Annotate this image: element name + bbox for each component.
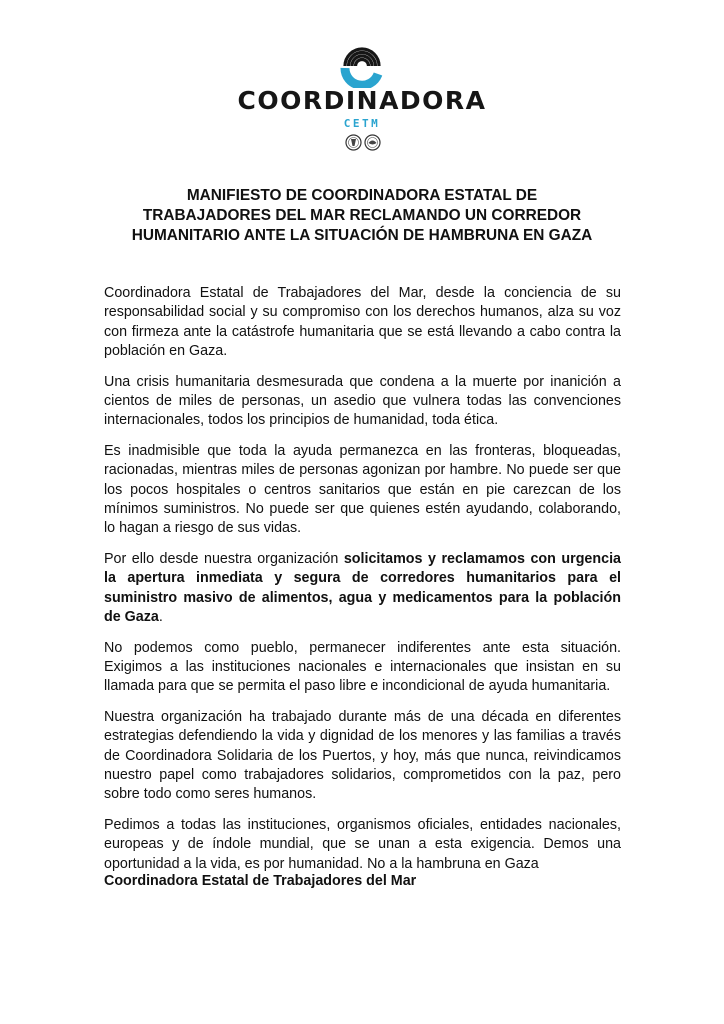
paragraph-6: Nuestra organización ha trabajado durante más de una década en diferentes estrategias defendiendo la vida y dignidad de los menores y las familias a través de Coordinadora Solidaria de los Puertos, y hoy, más que nunca, reivindicamos nuestro papel como trabajadores solidarios, comprometidos con la paz, pero sobre todo como seres humanos. (104, 708, 621, 803)
title-line-3: HUMANITARIO ANTE LA SITUACIÓN DE HAMBRUNA EN GAZA (131, 227, 593, 244)
paragraph-4-end: . (158, 609, 163, 626)
paragraph-4-emphasis: solicitamos y reclamamos con urgencia la apertura inmediata y segura de corredores humanitarios para el suministro masivo de alimentos, agua y medicamentos para la población de Gaza (104, 550, 621, 626)
document-title (100, 186, 624, 246)
seal-left-icon (345, 134, 362, 151)
paragraph-1: Coordinadora Estatal de Trabajadores del Mar, desde la conciencia de su responsabilidad social y su compromiso con los derechos humanos, alza su voz con firmeza ante la catástrofe humanitaria que se está llevando a cabo contra la población en Gaza. (104, 285, 621, 360)
paragraph-4 (104, 550, 621, 628)
paragraph-3: Es inadmisible que toda la ayuda permanezca en las fronteras, bloqueadas, racionadas, mientras miles de personas agonizan por hambre. No puede ser que los pocos hospitales o centros sanitarios que están en pie carezcan de los mínimos suministros. No puede ser que quienes estén ayudando, colaborando, lo hagan a riesgo de sus vidas. (104, 442, 621, 537)
paragraph-5: No podemos como pueblo, permanecer indiferentes ante esta situación. Exigimos a las instituciones nacionales e internacionales que insistan en su llamada para que se permita el paso libre e incondicional de ayuda humanitaria. (104, 639, 621, 695)
signature: Coordinadora Estatal de Trabajadores del Mar (104, 873, 417, 889)
coordinadora-logo-icon (337, 44, 387, 88)
header-logo (0, 40, 724, 170)
brand-name: COORDINADORA (237, 86, 487, 115)
paragraph-2: Una crisis humanitaria desmesurada que condena a la muerte por inanición a cientos de miles de personas, un asedio que vulnera todas las convenciones internacionales, todos los principios de humanidad, toda ética. (104, 373, 621, 429)
paragraph-7: Pedimos a todas las instituciones, organismos oficiales, entidades nacionales, europeas y de índole mundial, que se unan a esta exigencia. Demos una oportunidad a la vida, es por humanidad. No a la hambruna en Gaza (104, 816, 621, 872)
document-body (104, 284, 621, 874)
seals (343, 134, 383, 152)
paragraph-4-intro: Por ello desde nuestra organización (104, 550, 344, 567)
sub-brand: CETM (343, 117, 381, 130)
title-line-2: TRABAJADORES DEL MAR RECLAMANDO UN CORREDOR (142, 207, 582, 224)
seal-right-icon (364, 134, 381, 151)
title-line-1: MANIFIESTO DE COORDINADORA ESTATAL DE (186, 187, 538, 204)
